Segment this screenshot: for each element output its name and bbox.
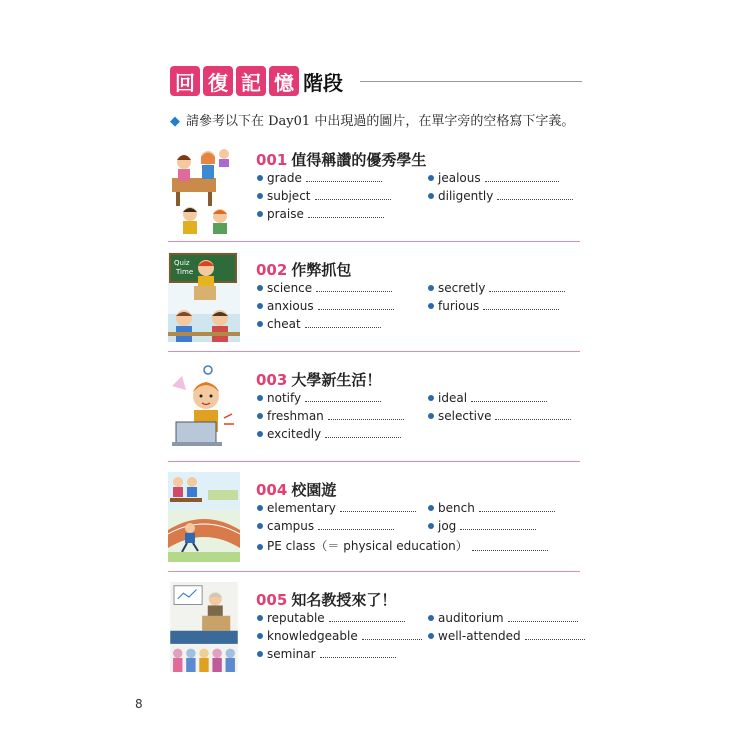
unit-separator: [168, 571, 580, 572]
vocab-word: freshman: [267, 409, 324, 423]
vocab-word: selective: [438, 409, 492, 423]
vocab-word: notify: [267, 391, 302, 405]
vocab-item: [428, 519, 536, 533]
answer-blank[interactable]: [318, 528, 394, 530]
unit-number: 002: [256, 261, 288, 279]
answer-blank[interactable]: [508, 620, 578, 622]
vocab-word: science: [267, 281, 313, 295]
campus-tour-illustration: [168, 472, 240, 562]
vocab-item: [257, 537, 548, 554]
vocab-word: furious: [438, 299, 480, 313]
title-char-box: 憶: [269, 66, 299, 96]
answer-blank[interactable]: [479, 510, 555, 512]
bullet-icon: [257, 413, 263, 419]
vocab-item: [257, 629, 422, 643]
bullet-icon: [428, 615, 434, 621]
vocab-item: [257, 317, 381, 331]
unit-separator: [168, 351, 580, 352]
vocab-item: [257, 207, 384, 221]
bullet-icon: [257, 633, 263, 639]
board-text: Quiz: [174, 259, 190, 267]
unit-title-text: 作弊抓包: [291, 261, 352, 279]
diamond-icon: ◆: [170, 114, 180, 129]
vocab-item: [428, 629, 585, 643]
title-suffix: 階段: [303, 71, 343, 95]
answer-blank[interactable]: [460, 528, 536, 530]
vocab-word: seminar: [267, 647, 316, 661]
vocab-word: praise: [267, 207, 304, 221]
vocab-word: auditorium: [438, 611, 504, 625]
bullet-icon: [428, 505, 434, 511]
bullet-icon: [257, 193, 263, 199]
vocab-word: subject: [267, 189, 311, 203]
bullet-icon: [428, 303, 434, 309]
bullet-icon: [257, 303, 263, 309]
vocab-item: [428, 611, 578, 625]
vocab-item: [257, 427, 401, 441]
answer-blank[interactable]: [306, 180, 382, 182]
instruction: [170, 110, 574, 129]
answer-blank[interactable]: [489, 290, 565, 292]
bullet-icon: [428, 413, 434, 419]
bullet-icon: [428, 193, 434, 199]
professor-seminar-illustration: [168, 582, 240, 672]
bullet-icon: [428, 175, 434, 181]
answer-blank[interactable]: [305, 326, 381, 328]
vocab-item: [257, 519, 394, 533]
vocab-word: jealous: [438, 171, 481, 185]
bullet-icon: [428, 633, 434, 639]
answer-blank[interactable]: [305, 400, 381, 402]
vocab-word: knowledgeable: [267, 629, 358, 643]
vocab-word: secretly: [438, 281, 486, 295]
vocab-word: campus: [267, 519, 315, 533]
unit-title-text: 校園遊: [291, 481, 337, 499]
page-number: 8: [135, 697, 143, 711]
unit-number: 001: [256, 151, 288, 169]
bullet-icon: [428, 395, 434, 401]
answer-blank[interactable]: [497, 198, 573, 200]
bullet-icon: [257, 651, 263, 657]
bullet-icon: [257, 321, 263, 327]
vocab-word: reputable: [267, 611, 325, 625]
vocab-word: well-attended: [438, 629, 521, 643]
vocab-item: [428, 281, 565, 295]
vocab-item: [257, 299, 394, 313]
vocab-item: [257, 409, 404, 423]
bullet-icon: [257, 544, 263, 550]
title-char-box: 復: [203, 66, 233, 96]
bullet-icon: [257, 211, 263, 217]
answer-blank[interactable]: [318, 308, 394, 310]
bullet-icon: [257, 523, 263, 529]
vocab-item: [428, 391, 547, 405]
vocab-word: ideal: [438, 391, 468, 405]
unit-title-text: 知名教授來了！: [291, 591, 397, 609]
answer-blank[interactable]: [315, 198, 391, 200]
answer-blank[interactable]: [495, 418, 571, 420]
unit-title-text: 值得稱讚的優秀學生: [291, 151, 427, 169]
answer-blank[interactable]: [471, 400, 547, 402]
unit-title: [256, 369, 381, 390]
classroom-praise-illustration: [168, 144, 240, 234]
vocab-item: [257, 391, 381, 405]
unit-separator: [168, 241, 580, 242]
answer-blank[interactable]: [325, 436, 401, 438]
vocab-word: anxious: [267, 299, 314, 313]
vocab-word: elementary: [267, 501, 336, 515]
unit-title: [256, 259, 351, 280]
freshman-laptop-illustration: [168, 362, 240, 452]
instruction-text: 請參考以下在 Day01 中出現過的圖片，在單字旁的空格寫下字義。: [186, 114, 575, 129]
vocab-word: jog: [438, 519, 457, 533]
vocab-item: [257, 171, 382, 185]
unit-title-text: 大學新生活！: [291, 371, 382, 389]
unit-number: 005: [256, 591, 288, 609]
unit-title: [256, 589, 396, 610]
answer-blank[interactable]: [485, 180, 559, 182]
section-title: [170, 66, 582, 100]
answer-blank[interactable]: [483, 308, 559, 310]
bullet-icon: [257, 431, 263, 437]
vocab-item: [257, 501, 416, 515]
vocab-item: [428, 299, 559, 313]
vocab-item: [428, 189, 573, 203]
vocab-item: [257, 189, 391, 203]
answer-blank[interactable]: [329, 620, 405, 622]
title-char-box: 記: [236, 66, 266, 96]
vocab-item: [428, 501, 555, 515]
bullet-icon: [257, 615, 263, 621]
vocab-item: [428, 171, 559, 185]
title-char-box: 回: [170, 66, 200, 96]
answer-blank[interactable]: [316, 290, 392, 292]
bullet-icon: [257, 395, 263, 401]
answer-blank[interactable]: [472, 549, 548, 551]
vocab-item: [428, 409, 571, 423]
answer-blank[interactable]: [308, 216, 384, 218]
unit-title: [256, 479, 336, 500]
bullet-icon: [257, 175, 263, 181]
bullet-icon: [257, 505, 263, 511]
vocab-item: [257, 647, 396, 661]
bullet-icon: [428, 523, 434, 529]
unit-number: 003: [256, 371, 288, 389]
board-text: Time: [176, 268, 194, 276]
answer-blank[interactable]: [340, 510, 416, 512]
vocab-word: grade: [267, 171, 302, 185]
vocab-word: diligently: [438, 189, 494, 203]
vocab-word: cheat: [267, 317, 301, 331]
answer-blank[interactable]: [362, 638, 422, 640]
answer-blank[interactable]: [320, 656, 396, 658]
vocab-word: bench: [438, 501, 475, 515]
unit-title: [256, 149, 426, 170]
vocab-word: excitedly: [267, 427, 322, 441]
title-rule: [360, 81, 582, 82]
vocab-word: PE class（＝ physical education）: [267, 539, 468, 553]
bullet-icon: [428, 285, 434, 291]
bullet-icon: [257, 285, 263, 291]
vocab-item: [257, 281, 392, 295]
answer-blank[interactable]: [525, 638, 585, 640]
exam-cheating-illustration: [168, 252, 240, 342]
vocab-item: [257, 611, 405, 625]
unit-separator: [168, 461, 580, 462]
answer-blank[interactable]: [328, 418, 404, 420]
unit-number: 004: [256, 481, 288, 499]
